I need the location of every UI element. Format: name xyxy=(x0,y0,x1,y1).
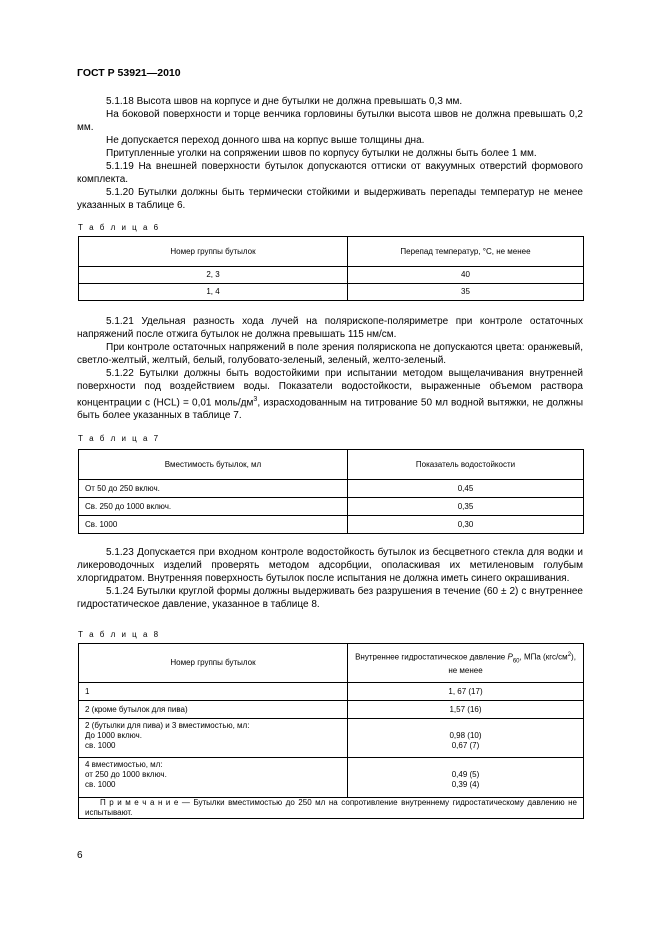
header-pressure-unit: , МПа (кгс/см xyxy=(519,652,568,662)
page-number: 6 xyxy=(77,850,83,861)
header-pressure-tail: ), не менее xyxy=(448,652,576,676)
table-6-cell: 1, 4 xyxy=(79,284,348,301)
table-7-header-row xyxy=(79,450,584,480)
pressure-subscript: 60 xyxy=(512,658,520,665)
paragraph-bottom-seam: Не допускается переход донного шва на корпус выше толщины дна. xyxy=(106,135,425,146)
table-row xyxy=(79,719,584,758)
text-block-2 xyxy=(77,315,583,422)
table-8 xyxy=(78,643,584,819)
table-8-note-row xyxy=(79,798,584,819)
table-7-cell: 0,30 xyxy=(348,516,584,534)
table-6-cell: 2, 3 xyxy=(79,267,348,284)
table-7-cell: Св. 1000 xyxy=(79,516,348,534)
table-8-header-pressure xyxy=(348,644,584,683)
table-row xyxy=(79,516,584,534)
table-6-caption: Т а б л и ц а 6 xyxy=(78,223,161,232)
table-7-cell: От 50 до 250 включ. xyxy=(79,480,348,498)
table-8-values: 0,49 (5) 0,39 (4) xyxy=(451,770,480,789)
table-8-values: 0,98 (10) 0,67 (7) xyxy=(449,731,482,750)
table-8-note xyxy=(79,798,584,819)
table-row xyxy=(79,267,584,284)
table-6 xyxy=(78,236,584,301)
table-row xyxy=(79,758,584,798)
pressure-symbol: P xyxy=(507,652,513,662)
paragraph-5-1-22-part-a: 5.1.22 Бутылки должны быть водостойкими при испытании методом выщелачивания внутренней поверхности под воздействием воды. Показатели водостойкости, выраженные объемом раствора концентрации с (HCL) = 0,01 моль/дм xyxy=(77,368,583,409)
table-7-caption: Т а б л и ц а 7 xyxy=(78,434,161,443)
text-block-3 xyxy=(77,546,583,611)
document-header: ГОСТ Р 53921—2010 xyxy=(77,67,181,79)
table-6-header-group: Номер группы бутылок xyxy=(79,237,348,267)
table-8-header-row xyxy=(79,644,584,683)
paragraph-5-1-19: 5.1.19 На внешней поверхности бутылок допускаются оттиски от вакуумных отверстий формового комплекта. xyxy=(77,161,583,185)
table-7-header-resistance: Показатель водостойкости xyxy=(348,450,584,480)
table-8-value-cell: 1,57 (16) xyxy=(348,701,584,719)
table-8-group-cell: 2 (кроме бутылок для пива) xyxy=(79,701,348,719)
table-row xyxy=(79,284,584,301)
unit-superscript: 3 xyxy=(253,396,258,403)
table-row xyxy=(79,701,584,719)
table-8-caption: Т а б л и ц а 8 xyxy=(78,630,161,639)
table-6-cell: 40 xyxy=(348,267,584,284)
table-8-value-cell xyxy=(348,758,584,798)
note-text: Бутылки вместимостью до 250 мл на сопротивление внутреннему гидростатическому давлению не испытывают. xyxy=(85,798,578,817)
table-8-value-cell xyxy=(348,719,584,758)
header-pressure-text: Внутреннее гидростатическое давление xyxy=(355,652,508,662)
table-7 xyxy=(78,449,584,534)
paragraph-side-seams: На боковой поверхности и торце венчика горловины бутылки высота швов не должна превышать 0,2 мм. xyxy=(77,109,583,133)
table-7-cell: 0,35 xyxy=(348,498,584,516)
table-8-value-cell: 1, 67 (17) xyxy=(348,683,584,701)
table-row xyxy=(79,480,584,498)
table-6-cell: 35 xyxy=(348,284,584,301)
note-label: П р и м е ч а н и е — xyxy=(100,798,190,807)
paragraph-5-1-24: 5.1.24 Бутылки круглой формы должны выдерживать без разрушения в течение (60 ± 2) с внутреннее гидростатическое давление, указанное в таблице 8. xyxy=(77,586,583,610)
paragraph-5-1-18: 5.1.18 Высота швов на корпусе и дне бутылки не должна превышать 0,3 мм. xyxy=(106,96,463,107)
paragraph-5-1-23: 5.1.23 Допускается при входном контроле водостойкость бутылок из бесцветного стекла для водки и ликероводочных изделий проверять методом адсорбции, ополаскивая их метиленовым голубым хлоргидратом. Внутренняя поверхность бутылок после испытания не должна иметь синего окрашивания. xyxy=(77,547,583,584)
table-8-header-group: Номер группы бутылок xyxy=(79,644,348,683)
table-6-header-temp: Перепад температур, °С, не менее xyxy=(348,237,584,267)
table-7-cell: 0,45 xyxy=(348,480,584,498)
paragraph-5-1-20: 5.1.20 Бутылки должны быть термически стойкими и выдерживать перепады температур не менее указанных в таблице 6. xyxy=(77,187,583,211)
table-7-header-capacity: Вместимость бутылок, мл xyxy=(79,450,348,480)
unit-superscript: 2 xyxy=(567,651,572,658)
paragraph-blunt-corners: Притупленные уголки на сопряжении швов по корпусу бутылки не должны быть более 1 мм. xyxy=(106,148,537,159)
text-block-1 xyxy=(77,95,583,212)
paragraph-5-1-22-part-b: , израсходованным на титрование 50 мл водной вытяжки, не должны быть более указанных в таблице 7. xyxy=(77,397,584,422)
table-7-cell: Св. 250 до 1000 включ. xyxy=(79,498,348,516)
table-6-header-row xyxy=(79,237,584,267)
table-8-group-cell: 4 вместимостью, мл: от 250 до 1000 включ. св. 1000 xyxy=(79,758,348,798)
paragraph-colors: При контроле остаточных напряжений в поле зрения полярископа не допускаются цвета: оранжевый, светло-желтый, желтый, белый, голубовато-зеленый, зеленый, желто-зеленый. xyxy=(77,342,583,366)
table-row xyxy=(79,498,584,516)
table-8-group-cell: 2 (бутылки для пива) и 3 вместимостью, мл: До 1000 включ. св. 1000 xyxy=(79,719,348,758)
paragraph-5-1-21: 5.1.21 Удельная разность хода лучей на полярископе-поляриметре при контроле остаточных напряжений после отжига бутылок не должна превышать 115 нм/см. xyxy=(77,316,583,340)
table-8-group-cell: 1 xyxy=(79,683,348,701)
table-row xyxy=(79,683,584,701)
paragraph-5-1-22 xyxy=(77,367,583,422)
